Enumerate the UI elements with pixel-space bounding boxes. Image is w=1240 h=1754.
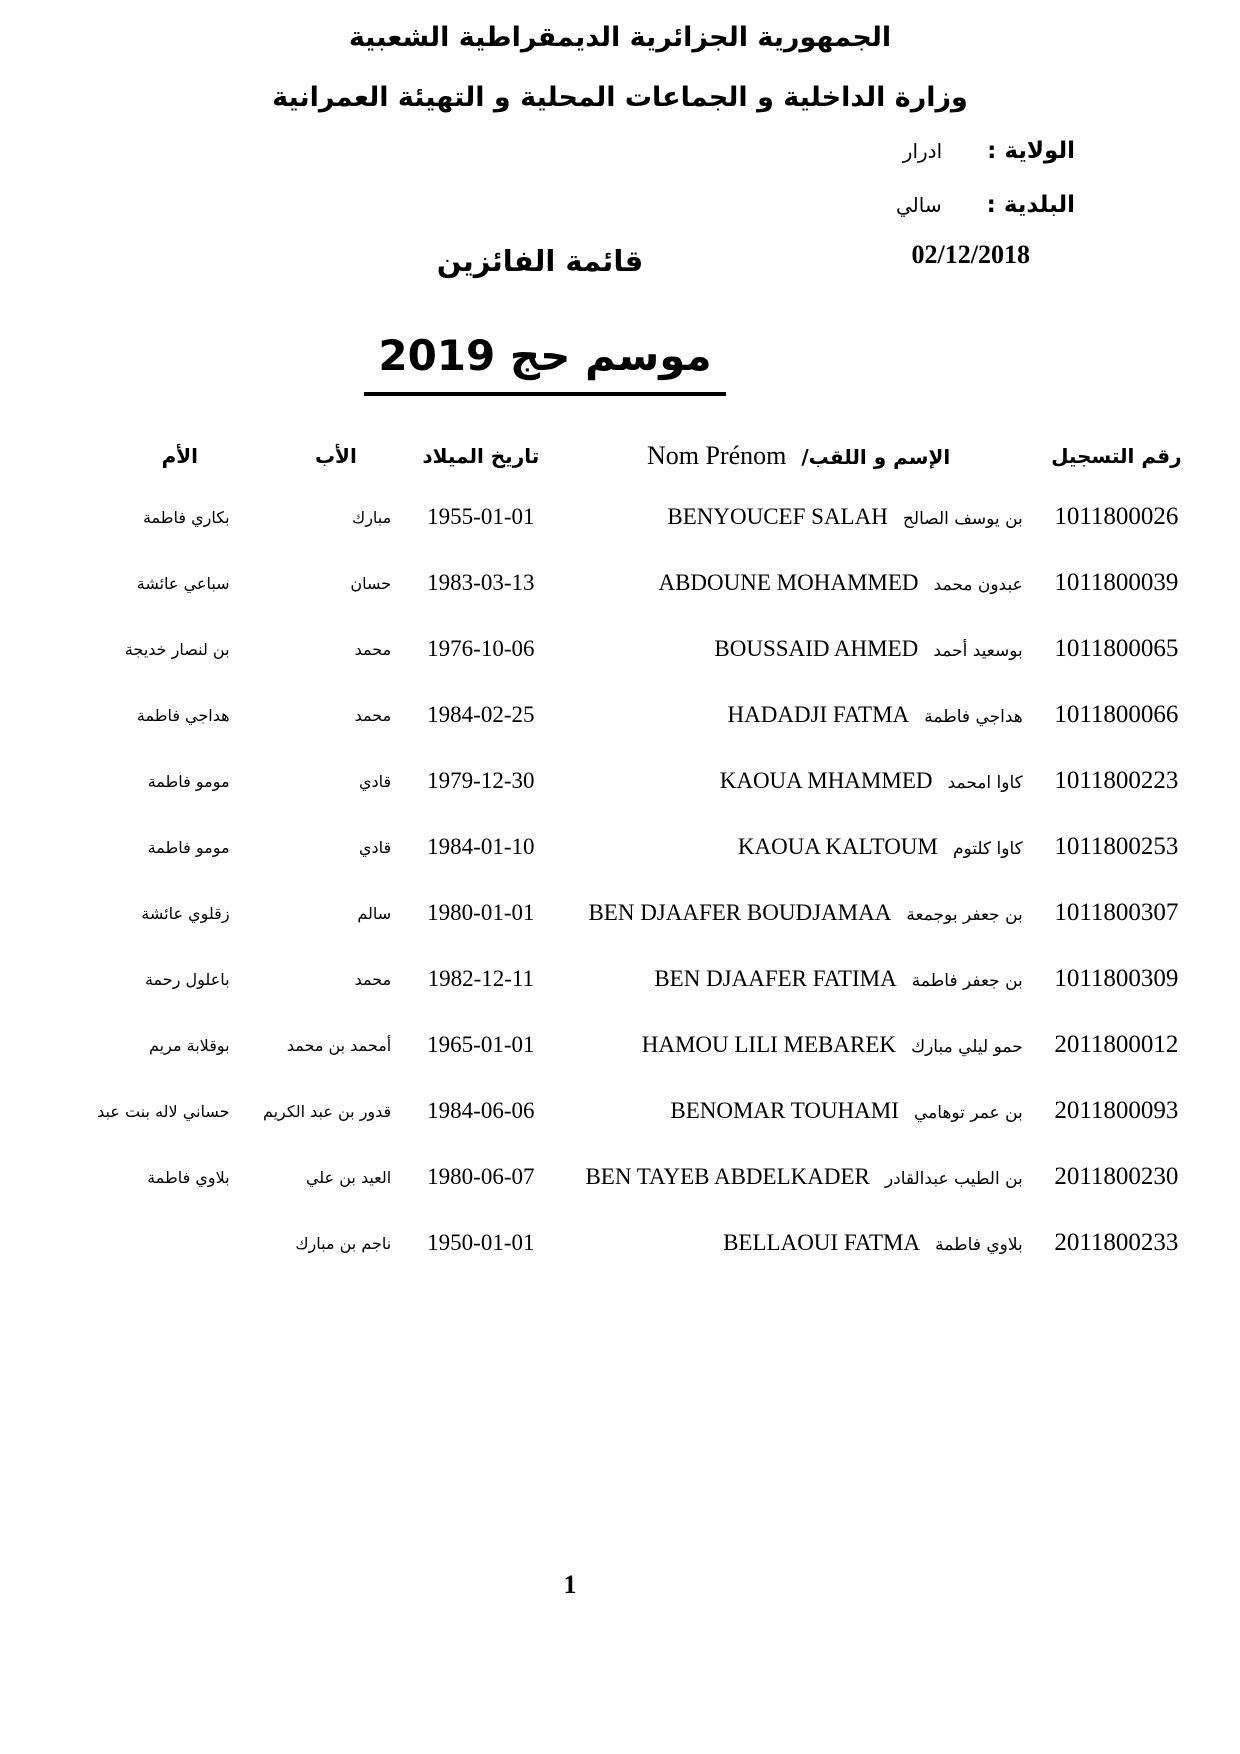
birth-date: 1984-06-06	[427, 1098, 535, 1123]
birth-date: 1983-03-13	[427, 570, 535, 595]
pilgrim-name	[564, 1078, 1032, 1144]
registration-number: 1011800309	[1054, 965, 1179, 992]
pilgrim-name	[564, 880, 1032, 946]
name-latin: ABDOUNE MOHAMMED	[658, 570, 919, 595]
table-row	[85, 1078, 1200, 1144]
baladiya-row	[896, 192, 1075, 218]
name-arabic: كاوا امحمد	[947, 773, 1023, 793]
registration-number: 2011800093	[1054, 1097, 1179, 1124]
mother-name: بلاوي فاطمة	[147, 1167, 230, 1187]
mother-name: مومو فاطمة	[147, 771, 230, 791]
birth-date: 1980-01-01	[427, 900, 535, 925]
document-date: 02/12/2018	[911, 240, 1030, 269]
table-row	[85, 946, 1200, 1012]
registration-number: 2011800012	[1054, 1031, 1179, 1058]
birth-date: 1950-01-01	[427, 1230, 535, 1255]
birth-date: 1982-12-11	[427, 966, 535, 991]
registration-number: 1011800307	[1054, 899, 1179, 926]
birth-date: 1976-10-06	[427, 636, 535, 661]
registration-number: 2011800233	[1054, 1229, 1179, 1256]
father-name: قادي	[359, 837, 392, 857]
table-row	[85, 1012, 1200, 1078]
father-name: العيد بن علي	[305, 1167, 392, 1187]
name-arabic: هداجي فاطمة	[924, 707, 1023, 727]
name-latin: HADADJI FATMA	[727, 702, 910, 727]
pilgrim-name	[564, 814, 1032, 880]
name-arabic: بن جعفر بوجمعة	[906, 905, 1023, 925]
registration-number: 1011800223	[1054, 767, 1179, 794]
season-title: موسم حج 2019	[364, 330, 725, 396]
birth-date: 1980-06-07	[427, 1164, 535, 1189]
pilgrim-name	[564, 1012, 1032, 1078]
name-arabic: عبدون محمد	[933, 575, 1023, 595]
birth-date: 1984-01-10	[427, 834, 535, 859]
father-name: محمد	[354, 969, 392, 989]
pilgrim-name	[564, 1144, 1032, 1210]
pilgrim-name	[564, 616, 1032, 682]
name-latin: BOUSSAID AHMED	[714, 636, 919, 661]
name-latin: BEN TAYEB ABDELKADER	[585, 1164, 870, 1189]
father-name: ناجم بن مبارك	[295, 1233, 392, 1253]
father-name: قادي	[359, 771, 392, 791]
name-latin: BELLAOUI FATMA	[723, 1230, 921, 1255]
pilgrim-name	[564, 1210, 1032, 1276]
table-row	[85, 880, 1200, 946]
mother-name: بن لنصار خديجة	[124, 639, 230, 659]
header-name	[564, 428, 1032, 484]
registration-number: 2011800230	[1054, 1163, 1179, 1190]
table-row	[85, 550, 1200, 616]
registration-number: 1011800066	[1054, 701, 1179, 728]
birth-date: 1965-01-01	[427, 1032, 535, 1057]
birth-date: 1955-01-01	[427, 504, 535, 529]
table-row	[85, 814, 1200, 880]
father-name: قدور بن عبد الكريم	[262, 1101, 392, 1121]
wilaya-label: الولاية :	[987, 138, 1075, 164]
father-name: أمحمد بن محمد	[286, 1035, 392, 1055]
name-arabic: بن عمر توهامي	[913, 1103, 1023, 1123]
government-title-line2: وزارة الداخلية و الجماعات المحلية و التهيئة العمرانية	[272, 82, 968, 113]
pilgrim-name	[564, 550, 1032, 616]
wilaya-value: ادرار	[902, 139, 943, 163]
table-row	[85, 616, 1200, 682]
government-title-line1: الجمهورية الجزائرية الديمقراطية الشعبية	[348, 22, 892, 53]
mother-name: بكاري فاطمة	[142, 507, 230, 527]
winners-table	[85, 428, 1200, 1276]
father-name: سالم	[357, 903, 392, 923]
header-registration-number: رقم التسجيل	[1051, 444, 1182, 468]
name-arabic: بن الطيب عبدالقادر	[884, 1169, 1023, 1189]
mother-name: هداجي فاطمة	[136, 705, 230, 725]
name-latin: BENOMAR TOUHAMI	[670, 1098, 899, 1123]
name-arabic: بن جعفر فاطمة	[911, 971, 1023, 991]
header-birth-date: تاريخ الميلاد	[422, 444, 540, 468]
pilgrim-name	[564, 748, 1032, 814]
name-latin: HAMOU LILI MEBAREK	[641, 1032, 896, 1057]
birth-date: 1984-02-25	[427, 702, 535, 727]
name-latin: KAOUA MHAMMED	[719, 768, 933, 793]
mother-name: حساني لاله بنت عبد	[97, 1101, 230, 1121]
name-latin: BENYOUCEF SALAH	[667, 504, 888, 529]
name-latin: BEN DJAAFER FATIMA	[654, 966, 897, 991]
baladiya-value: سالي	[896, 193, 942, 217]
birth-date: 1979-12-30	[427, 768, 535, 793]
mother-name: سباعي عائشة	[136, 573, 230, 593]
registration-number: 1011800039	[1054, 569, 1179, 596]
table-row	[85, 748, 1200, 814]
father-name: محمد	[354, 639, 392, 659]
name-latin: BEN DJAAFER BOUDJAMAA	[588, 900, 892, 925]
registration-number: 1011800065	[1054, 635, 1179, 662]
list-title: قائمة الفائزين	[436, 244, 644, 278]
mother-name	[85, 1210, 275, 1276]
father-name: مبارك	[352, 507, 392, 527]
season-title-wrap	[0, 330, 1090, 396]
header-name-french: Nom Prénom	[646, 441, 787, 470]
name-latin: KAOUA KALTOUM	[737, 834, 938, 859]
header-father: الأب	[314, 444, 357, 468]
registration-number: 1011800026	[1054, 503, 1179, 530]
table-header-row	[85, 428, 1200, 484]
table-row	[85, 1210, 1200, 1276]
mother-name: مومو فاطمة	[147, 837, 230, 857]
header-mother: الأم	[161, 444, 198, 468]
mother-name: باعلول رحمة	[144, 969, 230, 989]
table-row	[85, 484, 1200, 550]
name-arabic: بن يوسف الصالح	[902, 509, 1023, 529]
pilgrim-name	[564, 946, 1032, 1012]
name-arabic: بوسعيد أحمد	[933, 641, 1023, 661]
name-arabic: كاوا كلتوم	[952, 839, 1023, 859]
pilgrim-name	[564, 682, 1032, 748]
header-name-arabic: الإسم و اللقب/	[801, 445, 951, 469]
father-name: حسان	[350, 573, 392, 593]
name-arabic: بلاوي فاطمة	[935, 1235, 1023, 1255]
registration-number: 1011800253	[1054, 833, 1179, 860]
name-arabic: حمو ليلي مبارك	[911, 1037, 1023, 1057]
baladiya-label: البلدية :	[986, 192, 1075, 218]
father-name: محمد	[354, 705, 392, 725]
page-number: 1	[563, 1570, 577, 1599]
table-row	[85, 1144, 1200, 1210]
mother-name: بوقلابة مريم	[149, 1035, 230, 1055]
table-row	[85, 682, 1200, 748]
wilaya-row	[903, 138, 1075, 164]
mother-name: زقلوي عائشة	[141, 903, 230, 923]
pilgrim-name	[564, 484, 1032, 550]
